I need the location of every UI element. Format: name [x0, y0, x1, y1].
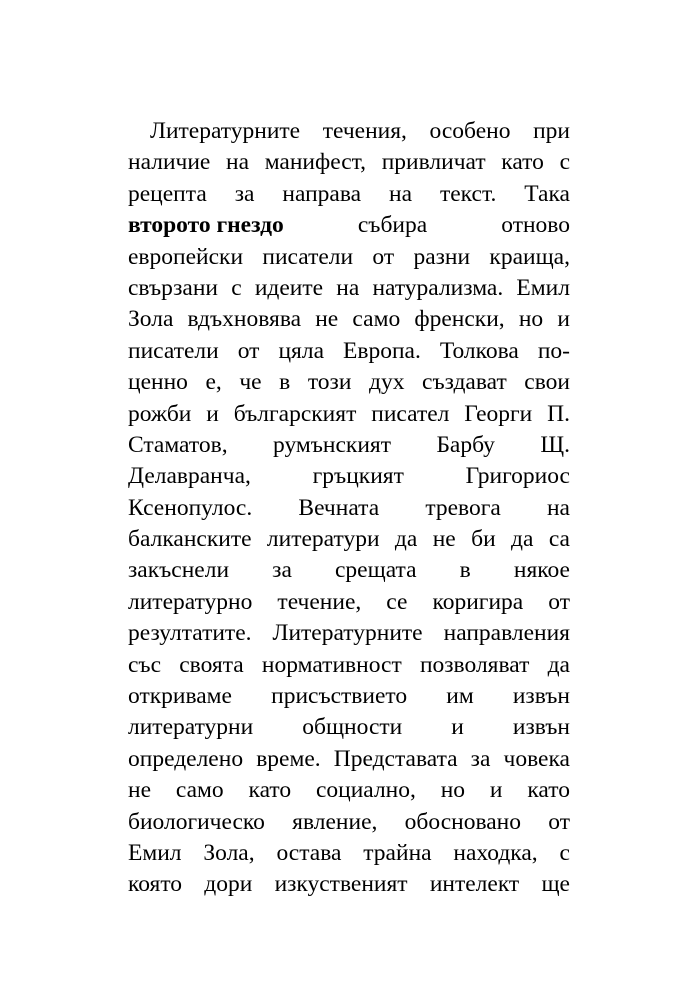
- word: свързани: [128, 274, 218, 301]
- word: идеите: [254, 274, 324, 301]
- word: общности: [302, 714, 403, 741]
- word: явление,: [292, 808, 378, 835]
- word: Литературните: [272, 620, 423, 647]
- word: наличие: [128, 149, 211, 176]
- word: Зола,: [203, 839, 255, 866]
- word: но: [440, 777, 466, 804]
- word: румънският: [273, 431, 391, 458]
- word: от: [548, 588, 570, 615]
- text-line: [128, 838, 570, 869]
- text-line: [128, 524, 570, 555]
- word: само: [175, 777, 224, 804]
- word: в: [459, 557, 471, 584]
- word: в: [279, 369, 291, 396]
- word: Щ.: [540, 431, 570, 458]
- word: която: [128, 871, 183, 898]
- word: откриваме: [128, 683, 232, 710]
- word: отново: [501, 212, 570, 239]
- word: рожби: [128, 400, 192, 427]
- word: Европа.: [343, 337, 421, 364]
- word: но: [518, 306, 544, 333]
- word: своята: [179, 651, 244, 678]
- text-line: [128, 712, 570, 743]
- word: Толкова: [439, 337, 519, 364]
- word: цяла: [278, 337, 324, 364]
- text-line: [128, 336, 570, 367]
- word: натурализма.: [372, 274, 504, 301]
- word: писатели: [262, 243, 354, 270]
- word: направления: [443, 620, 570, 647]
- text-line: [128, 179, 570, 210]
- word: Григориос: [465, 463, 570, 490]
- word: разни: [413, 243, 471, 270]
- word: на: [546, 494, 570, 521]
- text-line: [128, 147, 570, 178]
- word: течение,: [277, 588, 362, 615]
- word: Зола: [128, 306, 174, 333]
- word: определено: [128, 745, 244, 772]
- word: с: [559, 149, 570, 176]
- text-line: [128, 775, 570, 806]
- word: са: [548, 526, 570, 553]
- word: срещата: [335, 557, 417, 584]
- word: литературно: [128, 588, 253, 615]
- word: трайна: [363, 839, 432, 866]
- word: с: [559, 839, 570, 866]
- word: свои: [524, 369, 570, 396]
- text-line: [128, 681, 570, 712]
- word: за: [234, 180, 255, 207]
- word: като: [501, 149, 544, 176]
- word: създават: [422, 369, 507, 396]
- text-line: [128, 744, 570, 775]
- word: и: [489, 777, 503, 804]
- word: по-: [537, 337, 570, 364]
- word: вдъхновява: [187, 306, 302, 333]
- word: присъствието: [271, 683, 408, 710]
- word: изкуственият: [274, 871, 408, 898]
- word: време.: [256, 745, 321, 772]
- text-line: [128, 116, 570, 147]
- word: Делавранча,: [128, 463, 251, 490]
- word: биологическо: [128, 808, 265, 835]
- word: течения,: [322, 118, 407, 144]
- word: балканските: [128, 526, 252, 553]
- word: позволяват: [419, 651, 530, 678]
- word: на: [226, 149, 250, 176]
- word: Литературните: [150, 118, 301, 144]
- text-line: [128, 587, 570, 618]
- word: със: [128, 651, 162, 678]
- text-line: [128, 461, 570, 492]
- text-line: [128, 430, 570, 461]
- word: Представата: [333, 745, 458, 772]
- word: находка,: [453, 839, 538, 866]
- word: гръцкият: [312, 463, 404, 490]
- word: Ксенопулос.: [128, 494, 253, 521]
- text-line: [128, 242, 570, 273]
- word: писатели: [128, 337, 219, 364]
- word: на: [389, 180, 413, 207]
- bold-term: второто гнездо: [128, 212, 284, 239]
- word: Емил: [516, 274, 570, 301]
- word: писател: [371, 400, 450, 427]
- word: би: [471, 526, 496, 553]
- word: е,: [205, 369, 222, 396]
- word: и: [451, 714, 464, 741]
- text-line: [128, 650, 570, 681]
- word: особено: [429, 118, 511, 144]
- word: не: [432, 526, 456, 553]
- word: рецепта: [128, 180, 207, 207]
- word: закъснели: [128, 557, 230, 584]
- word: извън: [512, 683, 570, 710]
- word: Така: [524, 180, 570, 207]
- word: от: [548, 808, 570, 835]
- word: литератури: [266, 526, 380, 553]
- text-line: [128, 807, 570, 838]
- word: да: [547, 651, 570, 678]
- body-text: [128, 116, 570, 901]
- text-line: [128, 618, 570, 649]
- word: краища,: [489, 243, 570, 270]
- word: направа: [282, 180, 362, 207]
- word: манифест,: [264, 149, 367, 176]
- word: резултатите.: [128, 620, 252, 647]
- word: привличат: [381, 149, 486, 176]
- word: събира: [357, 212, 428, 239]
- word: на: [336, 274, 360, 301]
- word: Георги: [464, 400, 533, 427]
- word: ценно: [128, 369, 188, 396]
- word: като: [527, 777, 570, 804]
- word: при: [533, 118, 570, 144]
- word: коригира: [432, 588, 524, 615]
- word: някое: [513, 557, 570, 584]
- word: този: [307, 369, 352, 396]
- word: П.: [547, 400, 570, 427]
- word: само: [352, 306, 401, 333]
- word: да: [394, 526, 418, 553]
- word: Барбу: [436, 431, 495, 458]
- word: интелект: [429, 871, 520, 898]
- text-line: [128, 273, 570, 304]
- word: им: [446, 683, 474, 710]
- word: се: [386, 588, 408, 615]
- word: тревога: [425, 494, 501, 521]
- word: остава: [276, 839, 342, 866]
- word: от: [372, 243, 395, 270]
- word: за: [272, 557, 292, 584]
- text-line: [128, 869, 570, 900]
- word: социално,: [315, 777, 416, 804]
- text-line: [128, 210, 570, 241]
- word: европейски: [128, 243, 244, 270]
- word: литературни: [128, 714, 254, 741]
- word: не: [128, 777, 152, 804]
- word: дори: [204, 871, 253, 898]
- word: обосновано: [404, 808, 521, 835]
- word: текст.: [439, 180, 497, 207]
- text-line: [128, 304, 570, 335]
- word: не: [315, 306, 339, 333]
- word: дух: [368, 369, 405, 396]
- text-line: [128, 399, 570, 430]
- word: нормативност: [261, 651, 402, 678]
- text-line: [128, 493, 570, 524]
- word: да: [511, 526, 534, 553]
- word: човека: [503, 745, 570, 772]
- text-line: [128, 367, 570, 398]
- word: Стаматов,: [128, 431, 228, 458]
- word: Вечната: [298, 494, 380, 521]
- word: и: [206, 400, 219, 427]
- word: с: [231, 274, 242, 301]
- word: френски,: [414, 306, 505, 333]
- word: Емил: [128, 839, 182, 866]
- text-line: [128, 555, 570, 586]
- word: извън: [512, 714, 570, 741]
- word: че: [239, 369, 262, 396]
- word: като: [248, 777, 292, 804]
- word: от: [237, 337, 260, 364]
- word: ще: [541, 871, 570, 898]
- word: българският: [233, 400, 357, 427]
- word: и: [557, 306, 570, 333]
- word: за: [470, 745, 491, 772]
